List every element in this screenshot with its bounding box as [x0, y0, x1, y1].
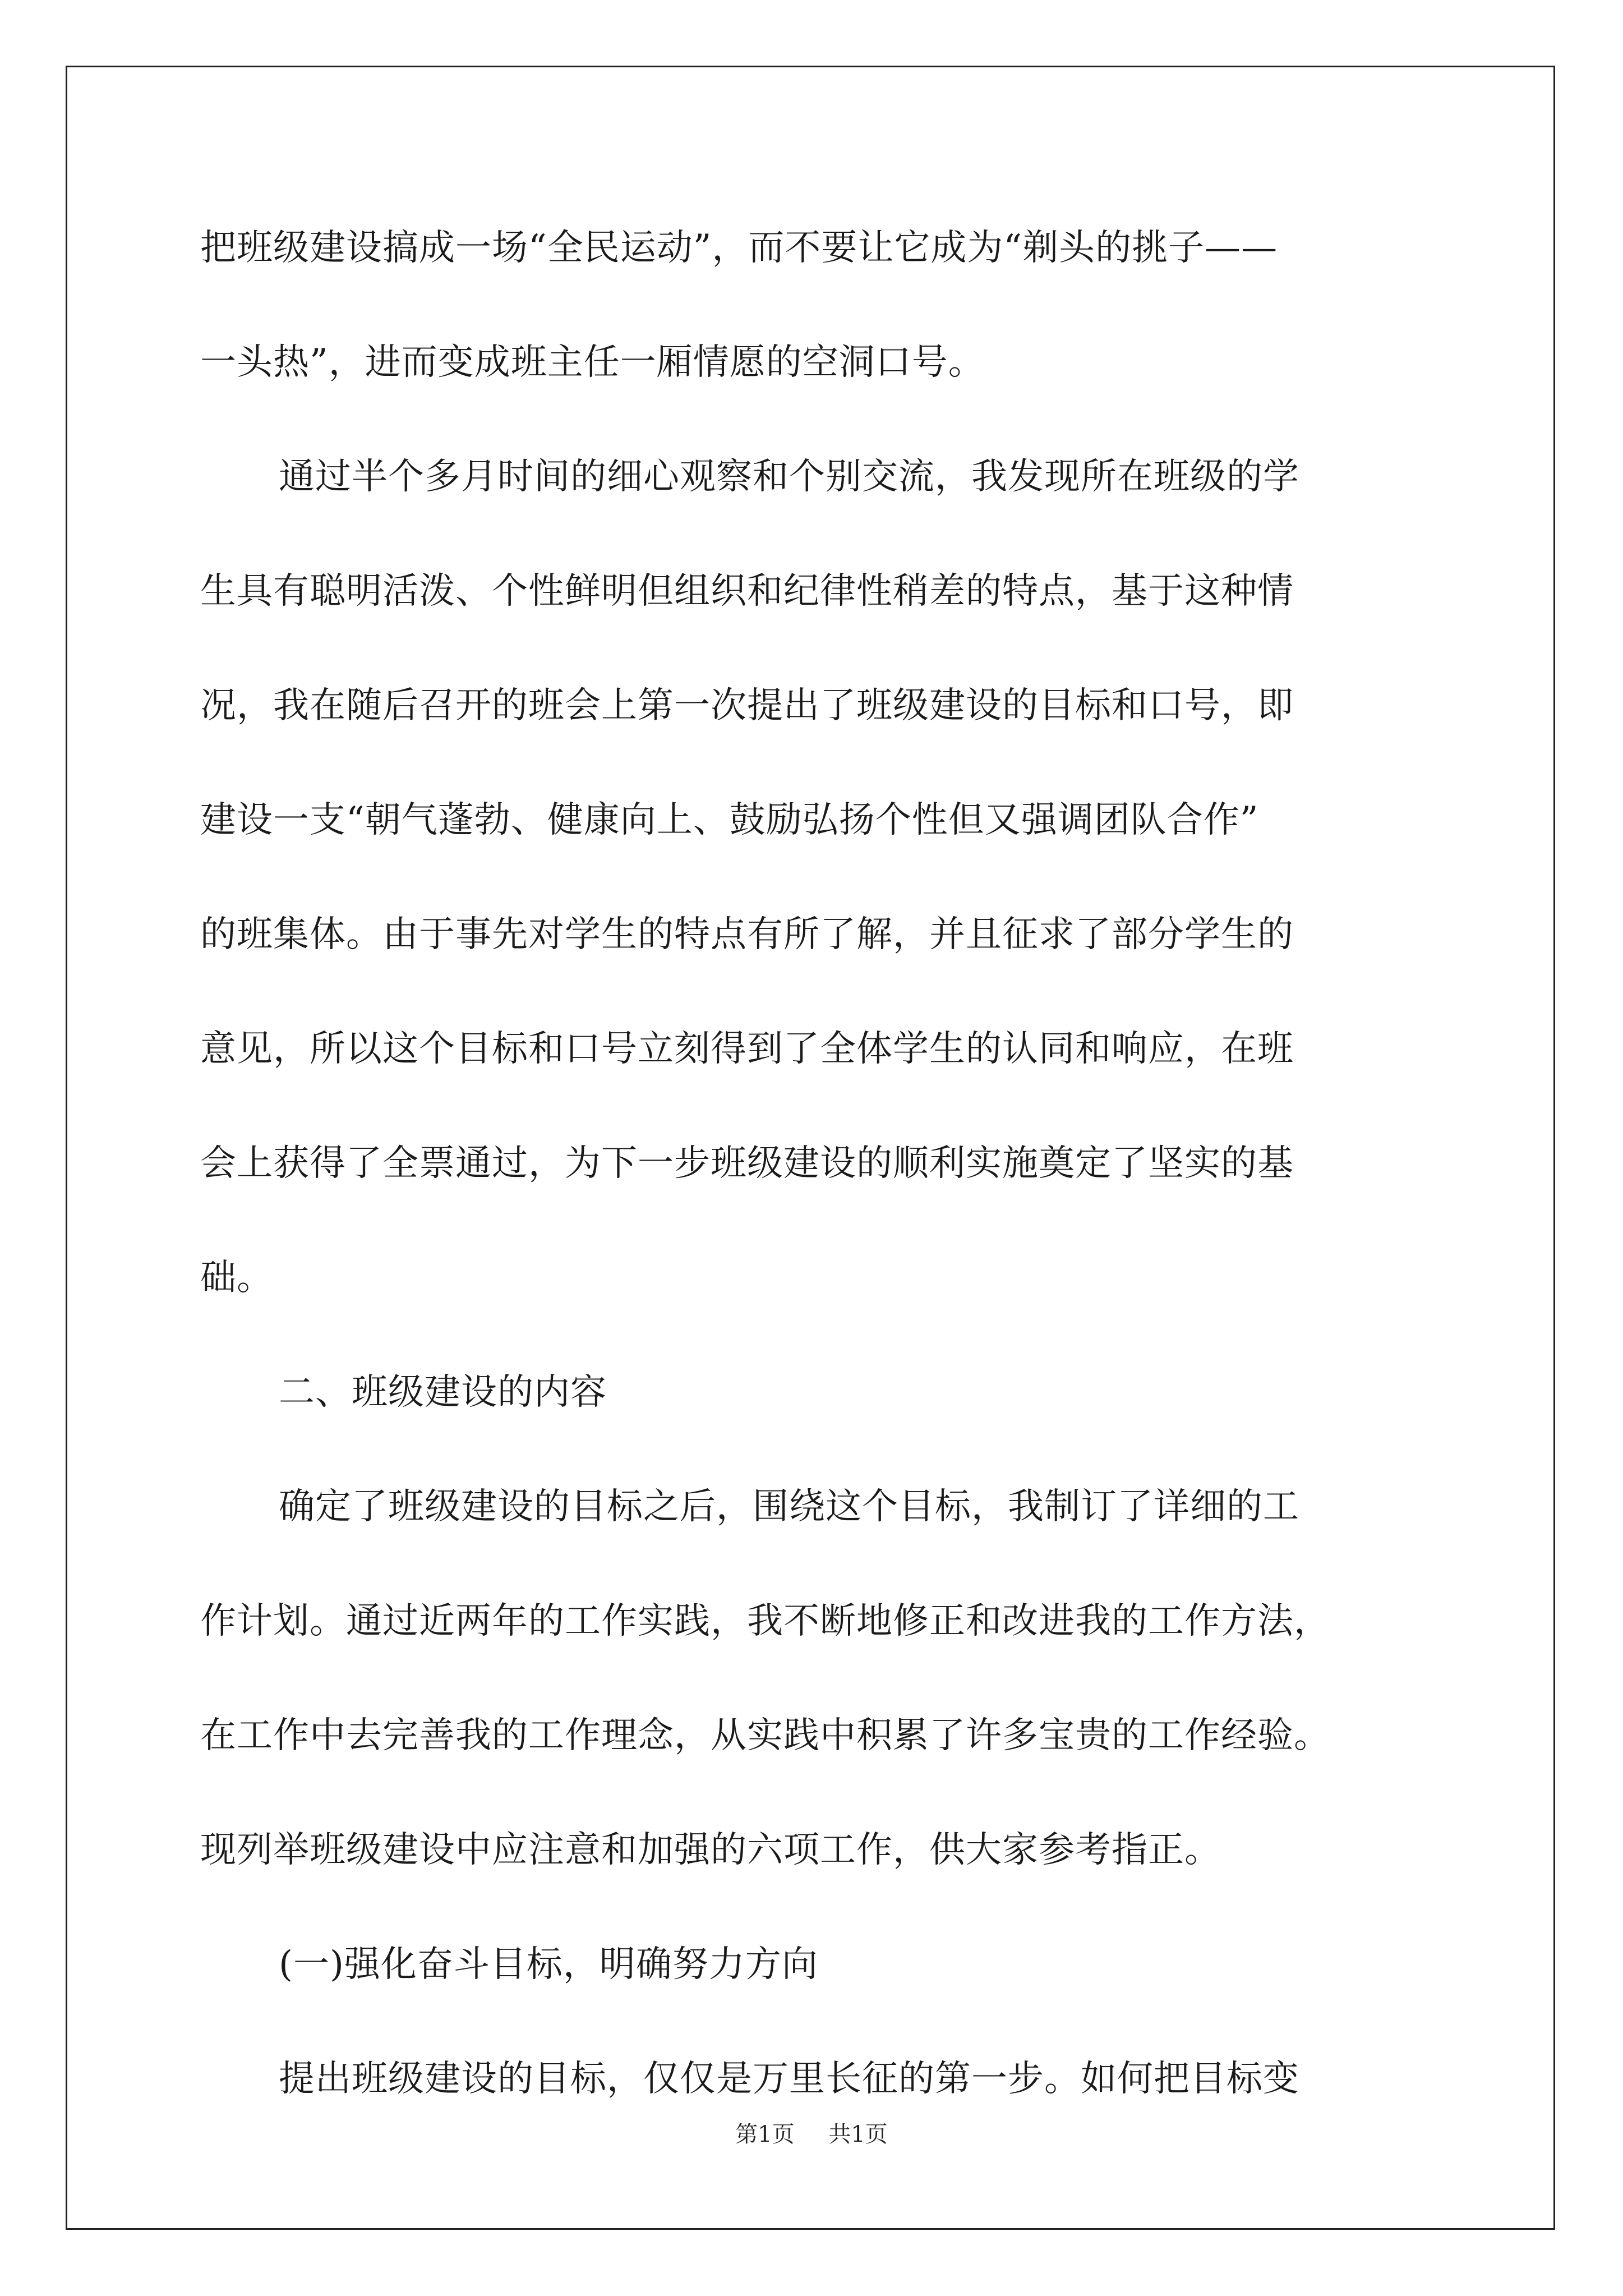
- text-line: 确定了班级建设的目标之后，围绕这个目标，我制订了详细的工: [279, 1486, 1299, 1527]
- text-line: 建设一支“朝气蓬勃、健康向上、鼓励弘扬个性但又强调团队合作”: [200, 799, 1259, 841]
- document-body: [200, 191, 1428, 2136]
- page-number-total: 共1页: [828, 2122, 888, 2147]
- page-number-current: 第1页: [735, 2122, 795, 2147]
- text-line: 意见，所以这个目标和口号立刻得到了全体学生的认同和响应，在班: [200, 1028, 1294, 1070]
- text-line: 生具有聪明活泼、个性鲜明但组织和纪律性稍差的特点，基于这种情: [200, 570, 1294, 612]
- text-line: 础。: [200, 1257, 273, 1299]
- text-line: 把班级建设搞成一场“全民运动”，而不要让它成为“剃头的挑子——: [200, 227, 1278, 269]
- page-footer: [0, 2118, 1623, 2151]
- text-line: 通过半个多月时间的细心观察和个别交流，我发现所在班级的学: [279, 456, 1299, 498]
- text-line: 一头热”，进而变成班主任一厢情愿的空洞口号。: [200, 342, 985, 383]
- text-line: 二、班级建设的内容: [279, 1372, 607, 1413]
- text-line: 作计划。通过近两年的工作实践，我不断地修正和改进我的工作方法，: [200, 1600, 1330, 1642]
- text-line: 提出班级建设的目标，仅仅是万里长征的第一步。如何把目标变: [279, 2058, 1299, 2100]
- text-line: (一)强化奋斗目标，明确努力方向: [279, 1944, 818, 1985]
- text-line: 在工作中去完善我的工作理念，从实践中积累了许多宝贵的工作经验。: [200, 1715, 1330, 1756]
- text-line: 况，我在随后召开的班会上第一次提出了班级建设的目标和口号，即: [200, 685, 1294, 726]
- text-line: 现列举班级建设中应注意和加强的六项工作，供大家参考指正。: [200, 1829, 1221, 1871]
- text-line: 会上获得了全票通过，为下一步班级建设的顺利实施奠定了坚实的基: [200, 1143, 1294, 1184]
- text-line: 的班集体。由于事先对学生的特点有所了解，并且征求了部分学生的: [200, 914, 1294, 955]
